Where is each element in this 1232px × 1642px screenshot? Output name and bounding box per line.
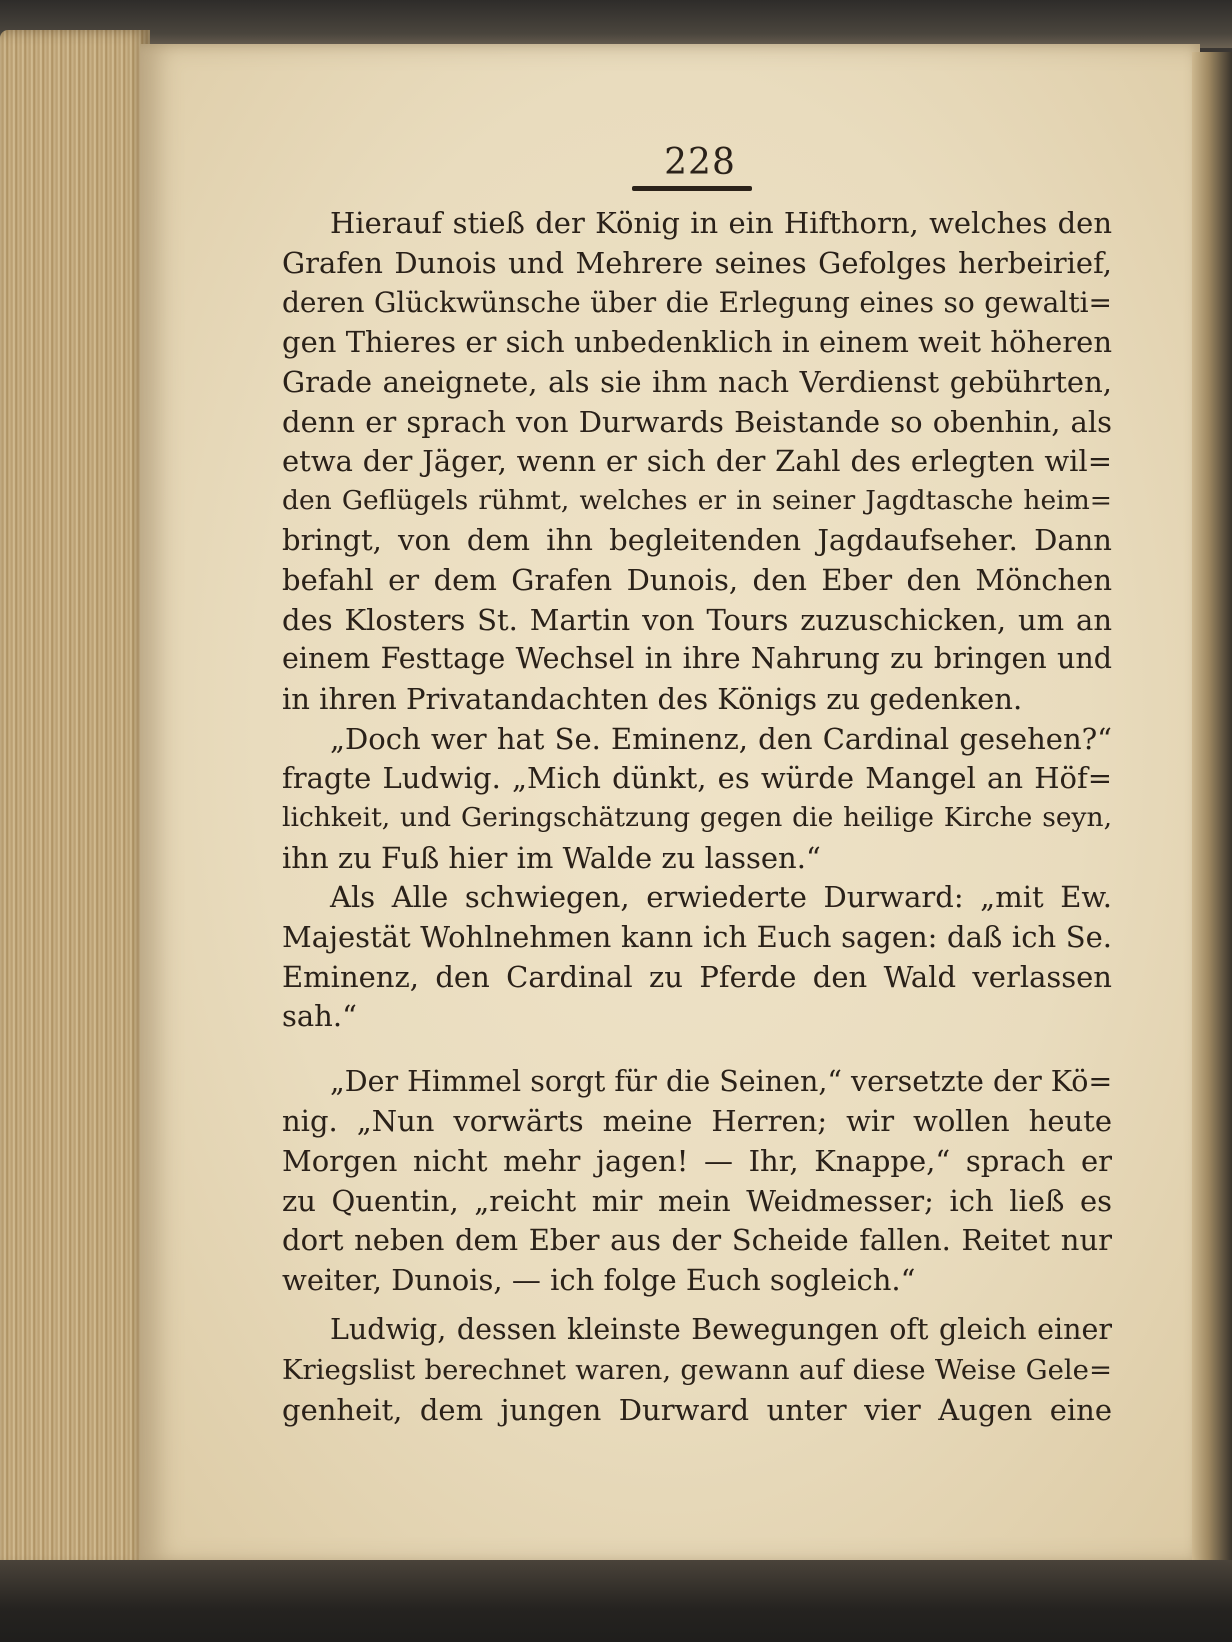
text-line: lichkeit, und Geringschätzung gegen die heilige Kirche seyn, (282, 802, 1112, 833)
text-line: Ludwig, dessen kleinste Bewegungen oft gleich einer (330, 1313, 1112, 1346)
text-line: einem Festtage Wechsel in ihre Nahrung zu bringen und (282, 642, 1112, 675)
text-line: in ihren Privatandachten des Königs zu gedenken. (282, 682, 1023, 716)
text-line: Majestät Wohlnehmen kann ich Euch sagen: daß ich Se. (282, 920, 1112, 954)
text-line: Eminenz, den Cardinal zu Pferde den Wald verlassen (282, 960, 1112, 994)
text-line: genheit, dem jungen Durward unter vier Augen eine (282, 1393, 1112, 1427)
text-line: weiter, Dunois, — ich folge Euch sogleich.“ (282, 1263, 916, 1297)
page-stack-edge (0, 30, 150, 1570)
text-line: Hierauf stieß der König in ein Hifthorn, welches den (330, 206, 1112, 240)
text-line: Kriegslist berechnet waren, gewann auf diese Weise Gele= (282, 1354, 1112, 1386)
text-line: ihn zu Fuß hier im Walde zu lassen.“ (282, 841, 821, 875)
text-line: sah.“ (282, 999, 357, 1033)
page-right-edge (1192, 52, 1232, 1572)
bottom-shadow (0, 1560, 1232, 1642)
text-line: „Der Himmel sorgt für die Seinen,“ versetzte der Kö= (330, 1065, 1113, 1098)
text-line: fragte Ludwig. „Mich dünkt, es würde Mangel an Höf= (282, 761, 1112, 795)
book-cover-edge (0, 0, 1232, 48)
page-number-rule (632, 186, 752, 191)
text-line: etwa der Jäger, wenn er sich der Zahl des erlegten wil= (282, 444, 1112, 478)
text-line: denn er sprach von Durwards Beistande so obenhin, als (282, 405, 1112, 439)
text-line: Grade aneignete, als sie ihm nach Verdienst gebührten, (282, 365, 1112, 399)
text-line: bringt, von dem ihn begleitenden Jagdaufseher. Dann (282, 523, 1112, 557)
page-number: 228 (664, 142, 736, 183)
text-line: deren Glückwünsche über die Erlegung eines so gewalti= (282, 286, 1112, 319)
text-line: „Doch wer hat Se. Eminenz, den Cardinal gesehen?“ (330, 722, 1112, 756)
text-line: Morgen nicht mehr jagen! — Ihr, Knappe,“ sprach er (282, 1144, 1112, 1178)
text-line: dort neben dem Eber aus der Scheide fallen. Reitet nur (282, 1223, 1112, 1257)
text-line: befahl er dem Grafen Dunois, den Eber den Mönchen (282, 563, 1112, 597)
text-line: den Geflügels rühmt, welches er in seiner Jagdtasche heim= (282, 485, 1112, 516)
text-line: gen Thieres er sich unbedenklich in einem weit höheren (282, 325, 1112, 359)
text-line: des Klosters St. Martin von Tours zuzuschicken, um an (282, 603, 1112, 637)
text-line: zu Quentin, „reicht mir mein Weidmesser; ich ließ es (282, 1184, 1112, 1218)
text-line: Als Alle schwiegen, erwiederte Durward: „mit Ew. (330, 880, 1112, 914)
text-line: Grafen Dunois und Mehrere seines Gefolges herbeirief, (282, 246, 1112, 280)
text-line: nig. „Nun vorwärts meine Herren; wir wollen heute (282, 1104, 1112, 1138)
